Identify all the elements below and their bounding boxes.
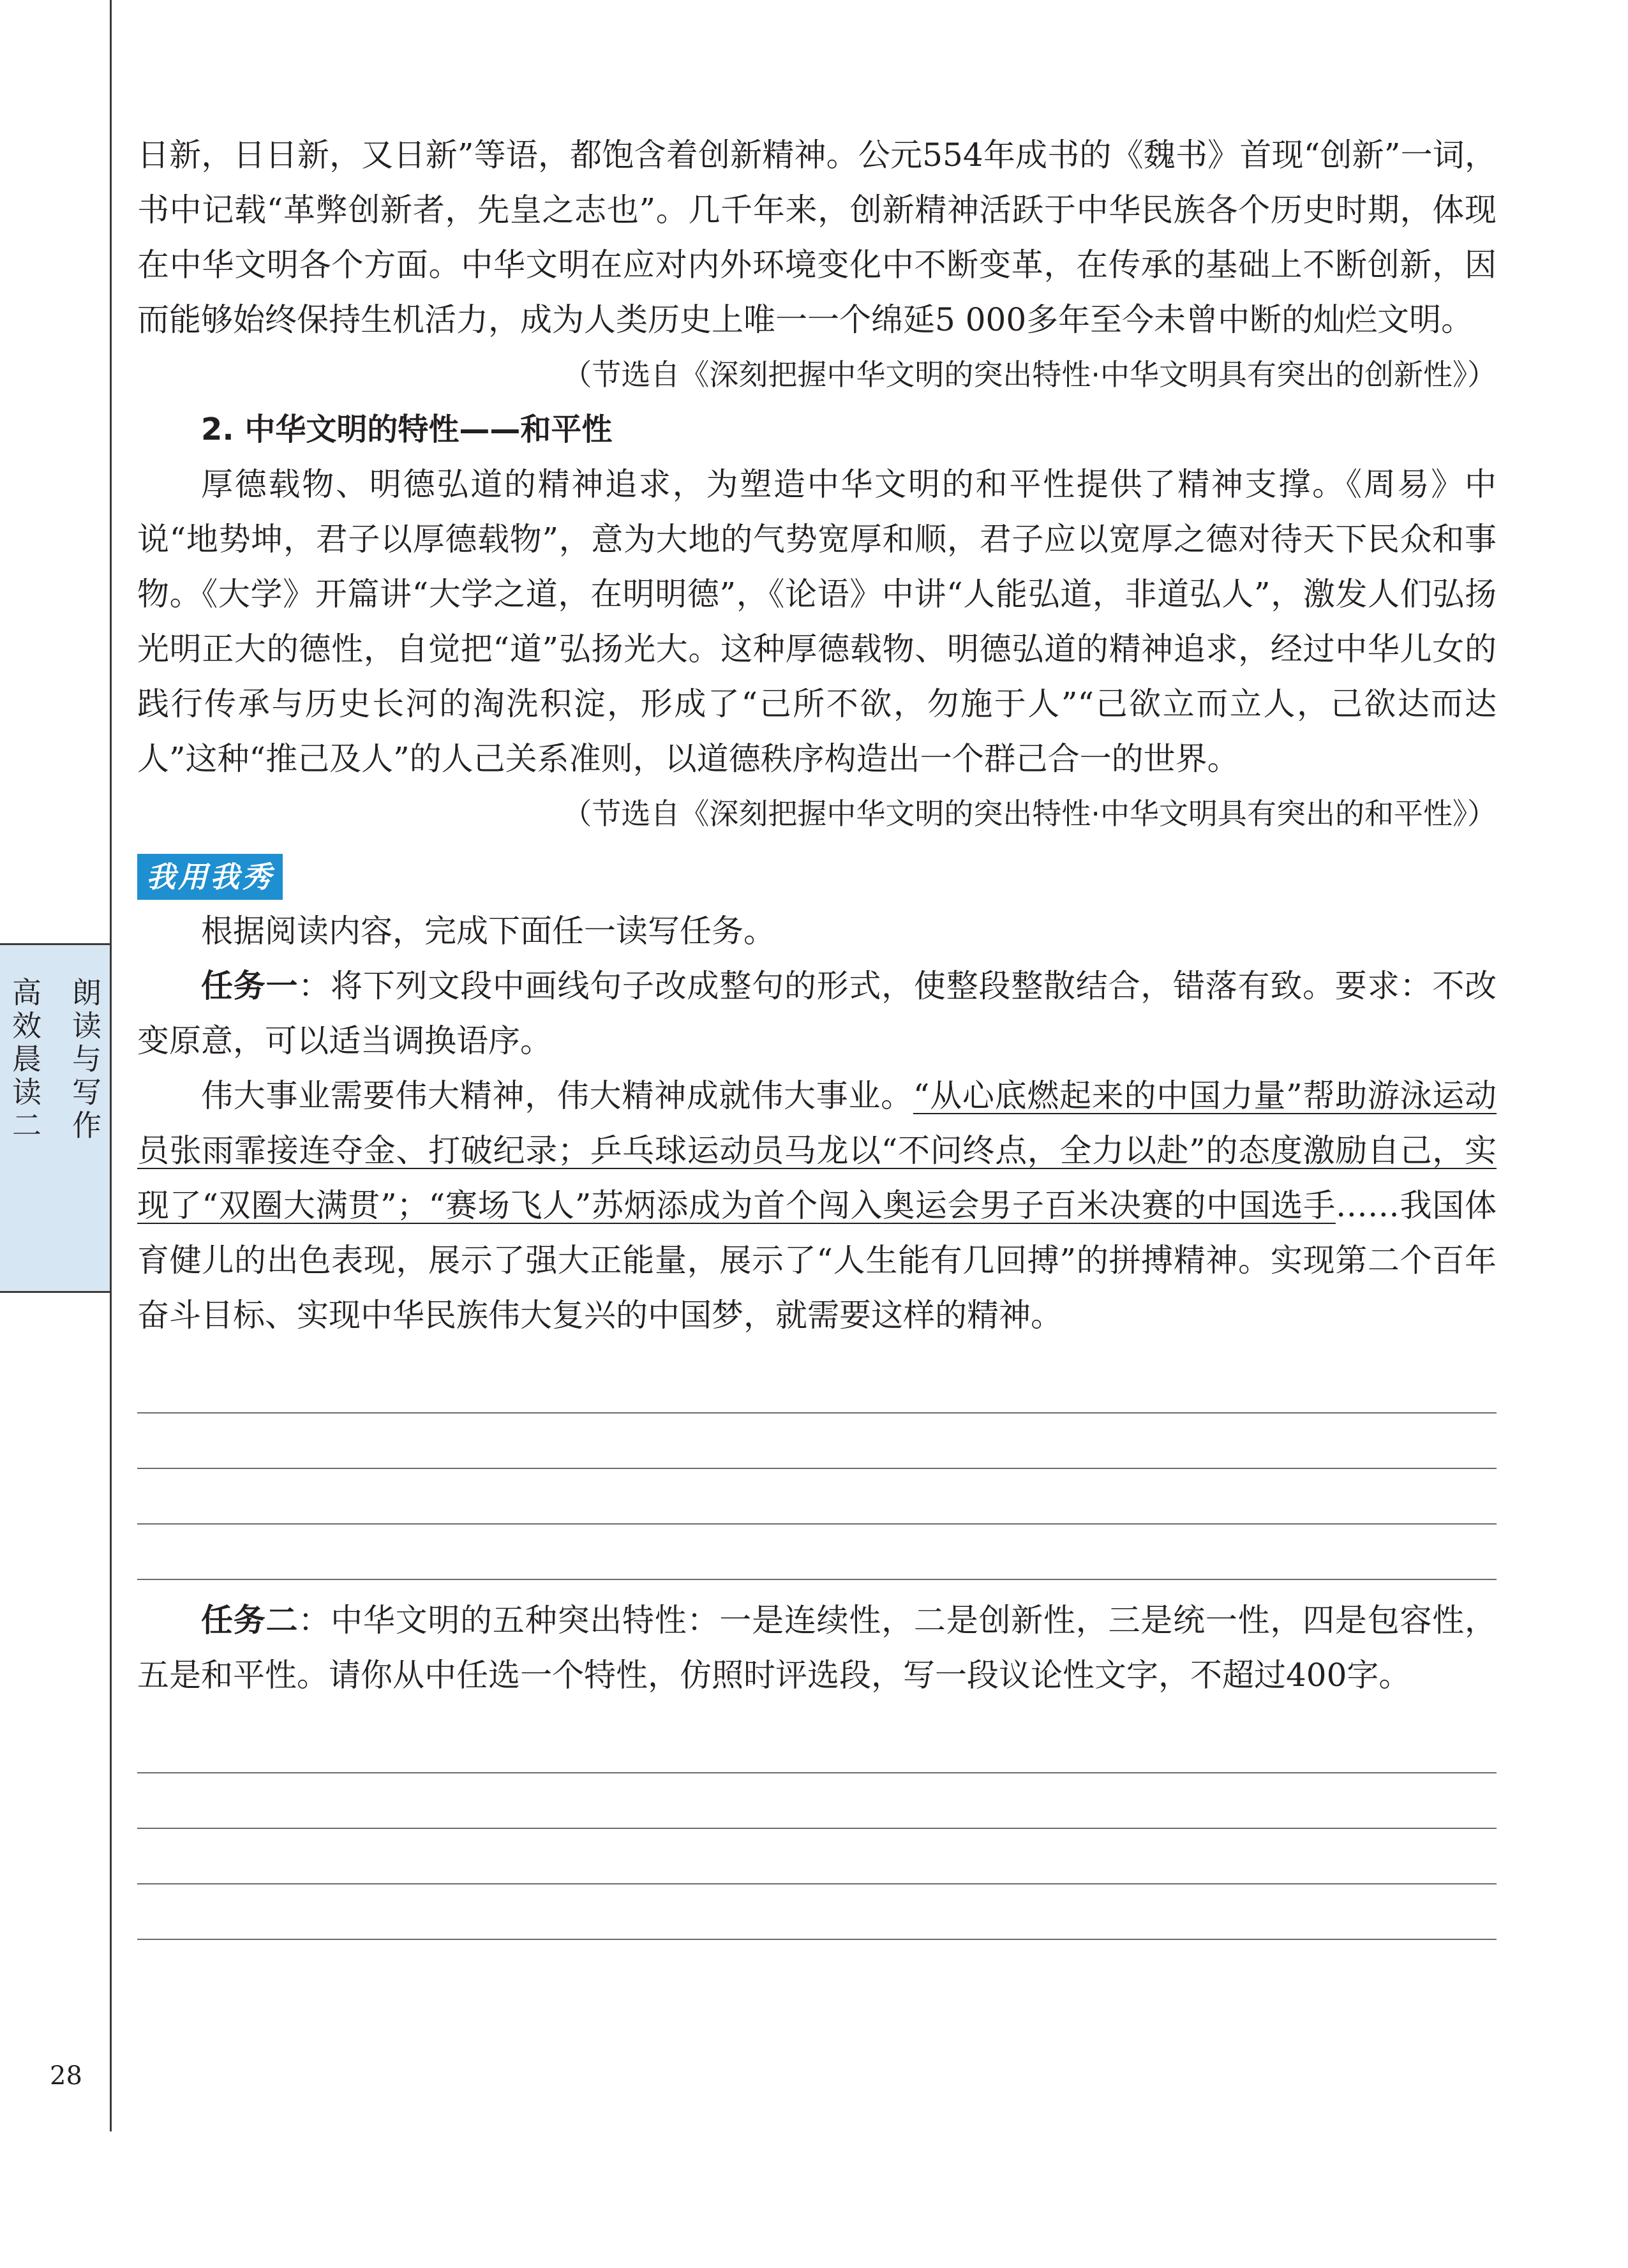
- side-tab-subtitle: 朗读与写作: [68, 977, 102, 1143]
- side-tab-title: 高效晨读二: [8, 977, 42, 1143]
- peace-heading: 2. 中华文明的特性——和平性: [201, 412, 613, 447]
- margin-rule: [110, 0, 112, 2131]
- passage-underlined: “从心底燃起来的中国力量”帮助游泳运动员张雨霏接连夺金、打破纪录；乒乓球运动员马龙以“不问终点，全力以赴”的态度激励自己，实现了“双圈大满贯”；“赛场飞人”苏炳添成为首个闯入奥运会男子百米决赛的中国选手: [137, 1077, 1497, 1224]
- exercise-badge: 我用我秀: [137, 854, 283, 900]
- passage-start: 伟大事业需要伟大精神，伟大精神成就伟大事业。: [201, 1077, 913, 1114]
- innovation-source: （节选自《深刻把握中华文明的突出特性·中华文明具有突出的创新性》）: [562, 357, 1497, 392]
- answer-line[interactable]: [137, 1884, 1497, 1940]
- peace-source: （节选自《深刻把握中华文明的突出特性·中华文明具有突出的和平性》）: [562, 796, 1497, 831]
- page-number: 28: [50, 2061, 82, 2091]
- answer-line[interactable]: [137, 1469, 1497, 1525]
- innovation-paragraph: 日新，日日新，又日新”等语，都饱含着创新精神。公元554年成书的《魏书》首现“创新”一词，书中记载“革弊创新者，先皇之志也”。几千年来，创新精神活跃于中华民族各个历史时期，体现在中华文明各个方面。中华文明在应对内外环境变化中不断变革，在传承的基础上不断创新，因而能够始终保持生机活力，成为人类历史上唯一一个绵延5 000多年至今未曾中断的灿烂文明。: [137, 137, 1497, 338]
- answer-line[interactable]: [137, 1358, 1497, 1414]
- task1-answer-area[interactable]: [137, 1358, 1497, 1580]
- task1-label: 任务一: [201, 967, 299, 1004]
- answer-line[interactable]: [137, 1718, 1497, 1773]
- peace-paragraph: 厚德载物、明德弘道的精神追求，为塑造中华文明的和平性提供了精神支撑。《周易》中说“地势坤，君子以厚德载物”，意为大地的气势宽厚和顺，君子应以宽厚之德对待天下民众和事物。《大学》开篇讲“大学之道，在明明德”，《论语》中讲“人能弘道，非道弘人”，激发人们弘扬光明正大的德性，自觉把“道”弘扬光大。这种厚德载物、明德弘道的精神追求，经过中华儿女的践行传承与历史长河的淘洗积淀，形成了“己所不欲，勿施于人”“己欲立而立人，己欲达而达人”这种“推己及人”的人己关系准则，以道德秩序构造出一个群己合一的世界。: [137, 466, 1497, 777]
- answer-line[interactable]: [137, 1525, 1497, 1580]
- task2-prompt: [137, 1593, 1497, 1703]
- answer-line[interactable]: [137, 1414, 1497, 1469]
- chapter-side-tab: [0, 943, 110, 1293]
- answer-line[interactable]: [137, 1773, 1497, 1829]
- page-content: [137, 128, 1497, 1953]
- passage-end: ……我国体育健儿的出色表现，展示了强大正能量，展示了“人生能有几回搏”的拼搏精神。实现第二个百年奋斗目标、实现中华民族伟大复兴的中国梦，就需要这样的精神。: [137, 1187, 1497, 1334]
- task1-prompt: [137, 959, 1497, 1068]
- exercise-intro: 根据阅读内容，完成下面任一读写任务。: [201, 913, 775, 950]
- task2-label: 任务二: [201, 1602, 299, 1639]
- answer-line[interactable]: [137, 1829, 1497, 1884]
- task1-passage: [137, 1068, 1497, 1343]
- task1-instruction: ：将下列文段中画线句子改成整句的形式，使整段整散结合，错落有致。要求：不改变原意，可以适当调换语序。: [137, 967, 1497, 1059]
- task2-answer-area[interactable]: [137, 1718, 1497, 1940]
- task2-instruction: ：中华文明的五种突出特性：一是连续性，二是创新性，三是统一性，四是包容性，五是和平性。请你从中任选一个特性，仿照时评选段，写一段议论性文字，不超过400字。: [137, 1602, 1497, 1694]
